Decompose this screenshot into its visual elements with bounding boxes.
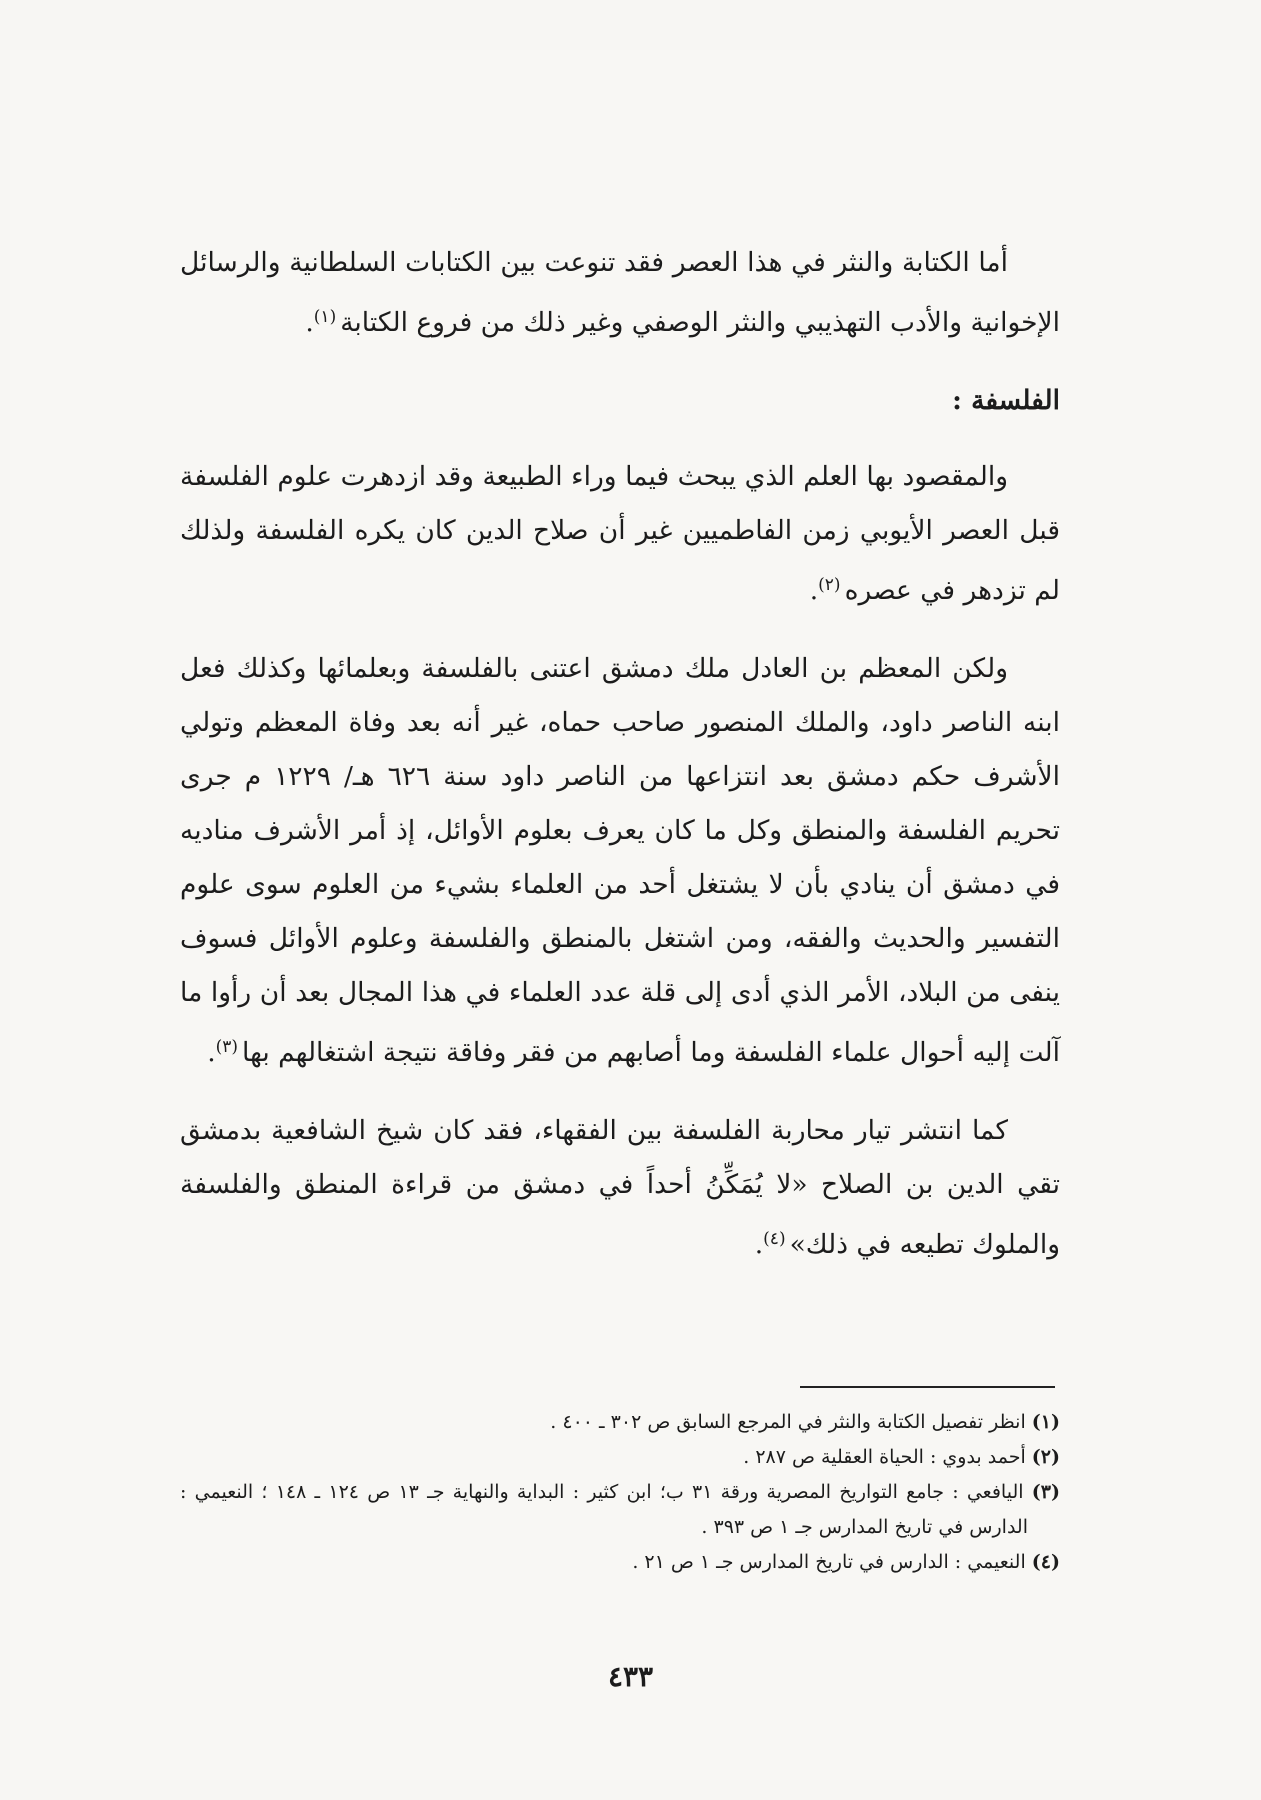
paragraph-4 xyxy=(180,1104,1060,1272)
footnote-2-text: أحمد بدوي : الحياة العقلية ص ٢٨٧ . xyxy=(743,1446,1026,1468)
footnote-2 xyxy=(180,1440,1060,1475)
main-text xyxy=(180,236,1060,1296)
footnotes xyxy=(180,1405,1060,1580)
paragraph-1-end: . xyxy=(305,307,314,338)
footnote-4-number: (٤) xyxy=(1031,1551,1060,1573)
footnote-ref-3: (٣) xyxy=(215,1037,239,1057)
footnote-1-number: (١) xyxy=(1031,1411,1060,1433)
footnote-1-text: انظر تفصيل الكتابة والنثر في المرجع السابق ص ٣٠٢ ـ ٤٠٠ . xyxy=(550,1411,1026,1433)
paragraph-3 xyxy=(180,642,1060,1080)
paragraph-3-text: ولكن المعظم بن العادل ملك دمشق اعتنى بالفلسفة وبعلمائها وكذلك فعل ابنه الناصر داود، والملك المنصور صاحب حماه، غير أنه بعد وفاة المعظم وتولي الأشرف حكم دمشق بعد انتزاعها من الناصر داود سنة ٦٢٦ هـ/ ١٢٢٩ م جرى تحريم الفلسفة والمنطق وكل ما كان يعرف بعلوم الأوائل، إذ أمر الأشرف مناديه في دمشق أن ينادي بأن لا يشتغل أحد من العلماء بشيء من العلوم سوى علوم التفسير والحديث والفقه، ومن اشتغل بالمنطق والفلسفة وعلوم الأوائل فسوف ينفى من البلاد، الأمر الذي أدى إلى قلة عدد العلماء في هذا المجال بعد أن رأوا ما آلت إليه أحوال علماء الفلسفة وما أصابهم من فقر وفاقة نتيجة اشتغالهم بها xyxy=(180,653,1061,1068)
footnote-4 xyxy=(180,1545,1060,1580)
paragraph-3-end: . xyxy=(207,1037,216,1068)
paragraph-2 xyxy=(180,450,1060,618)
paragraph-2-end: . xyxy=(809,575,819,606)
paragraph-1-text: أما الكتابة والنثر في هذا العصر فقد تنوعت بين الكتابات السلطانية والرسائل الإخوانية والأدب التهذيبي والنثر الوصفي وغير ذلك من فروع الكتابة xyxy=(180,247,1060,338)
footnote-3-text: اليافعي : جامع التواريخ المصرية ورقة ٣١ ب؛ ابن كثير : البداية والنهاية جـ ١٣ ص ١٢٤ ـ ١٤٨ ؛ النعيمي : الدارس في تاريخ المدارس جـ ١ ص ٣٩٣ . xyxy=(180,1481,1028,1538)
footnote-3-number: (٣) xyxy=(1031,1481,1060,1503)
footnote-ref-1: (١) xyxy=(313,307,337,327)
paragraph-1 xyxy=(180,236,1060,350)
footnote-ref-2: (٢) xyxy=(818,575,841,595)
footnote-4-text: النعيمي : الدارس في تاريخ المدارس جـ ١ ص ٢١ . xyxy=(632,1551,1026,1573)
section-heading-philosophy: الفلسفة : xyxy=(952,385,1060,416)
footnote-3 xyxy=(180,1475,1060,1545)
paragraph-2-text: والمقصود بها العلم الذي يبحث فيما وراء الطبيعة وقد ازدهرت علوم الفلسفة قبل العصر الأيوبي زمن الفاطميين غير أن صلاح الدين كان يكره الفلسفة ولذلك لم تزدهر في عصره xyxy=(180,461,1060,606)
page-number: ٤٣٣ xyxy=(607,1660,654,1693)
paragraph-4-text: كما انتشر تيار محاربة الفلسفة بين الفقهاء، فقد كان شيخ الشافعية بدمشق تقي الدين بن الصلاح «لا يُمَكِّنُ أحداً في دمشق من قراءة المنطق والفلسفة والملوك تطيعه في ذلك» xyxy=(180,1115,1060,1260)
footnote-1 xyxy=(180,1405,1060,1440)
footnote-ref-4: (٤) xyxy=(763,1229,786,1249)
footnote-2-number: (٢) xyxy=(1031,1446,1060,1468)
footnote-divider xyxy=(800,1386,1055,1388)
paragraph-4-end: . xyxy=(754,1229,764,1260)
